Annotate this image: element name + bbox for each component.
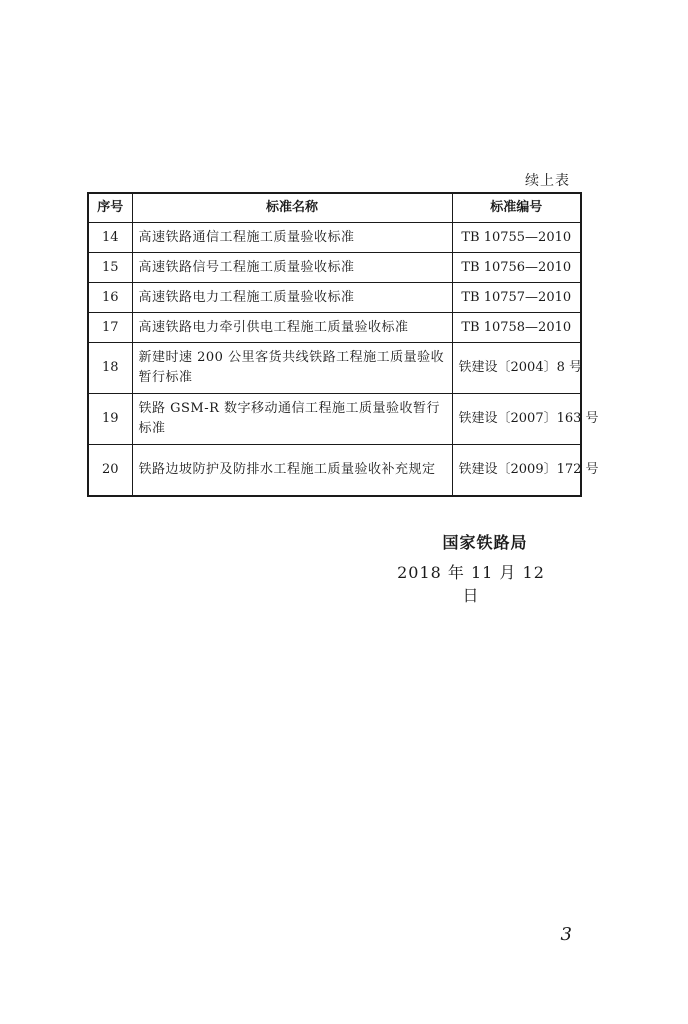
row-standard-code: TB 10755—2010 <box>452 223 581 253</box>
row-standard-name: 高速铁路通信工程施工质量验收标准 <box>132 223 452 253</box>
header-standard-code: 标准编号 <box>452 193 581 223</box>
header-standard-name: 标准名称 <box>132 193 452 223</box>
row-standard-code: 铁建设〔2009〕172 号 <box>452 445 581 497</box>
issuing-organization: 国家铁路局 <box>442 533 528 552</box>
row-standard-code: TB 10758—2010 <box>452 313 581 343</box>
table-row <box>88 313 581 343</box>
row-serial-number: 17 <box>88 313 132 343</box>
table-row <box>88 343 581 394</box>
continued-table-label: 续上表 <box>525 173 570 189</box>
row-standard-name: 新建时速 200 公里客货共线铁路工程施工质量验收暂行标准 <box>132 343 452 394</box>
table-row <box>88 394 581 445</box>
table-row <box>88 223 581 253</box>
row-standard-name: 铁路 GSM-R 数字移动通信工程施工质量验收暂行标准 <box>132 394 452 445</box>
row-standard-code: TB 10757—2010 <box>452 283 581 313</box>
row-standard-name: 铁路边坡防护及防排水工程施工质量验收补充规定 <box>132 445 452 497</box>
row-serial-number: 14 <box>88 223 132 253</box>
row-serial-number: 18 <box>88 343 132 394</box>
table-row <box>88 253 581 283</box>
row-standard-name: 高速铁路信号工程施工质量验收标准 <box>132 253 452 283</box>
row-standard-code: TB 10756—2010 <box>452 253 581 283</box>
page-number: 3 <box>560 924 572 945</box>
row-standard-code: 铁建设〔2007〕163 号 <box>452 394 581 445</box>
row-serial-number: 16 <box>88 283 132 313</box>
issue-date: 2018 年 11 月 12 日 <box>397 563 545 605</box>
row-serial-number: 20 <box>88 445 132 497</box>
row-standard-name: 高速铁路电力工程施工质量验收标准 <box>132 283 452 313</box>
table-row <box>88 283 581 313</box>
table-row <box>88 445 581 497</box>
row-serial-number: 15 <box>88 253 132 283</box>
table-header-row <box>88 193 581 223</box>
row-standard-code: 铁建设〔2004〕8 号 <box>452 343 581 394</box>
row-serial-number: 19 <box>88 394 132 445</box>
header-serial-number: 序号 <box>88 193 132 223</box>
standards-table <box>87 192 599 497</box>
row-standard-name: 高速铁路电力牵引供电工程施工质量验收标准 <box>132 313 452 343</box>
